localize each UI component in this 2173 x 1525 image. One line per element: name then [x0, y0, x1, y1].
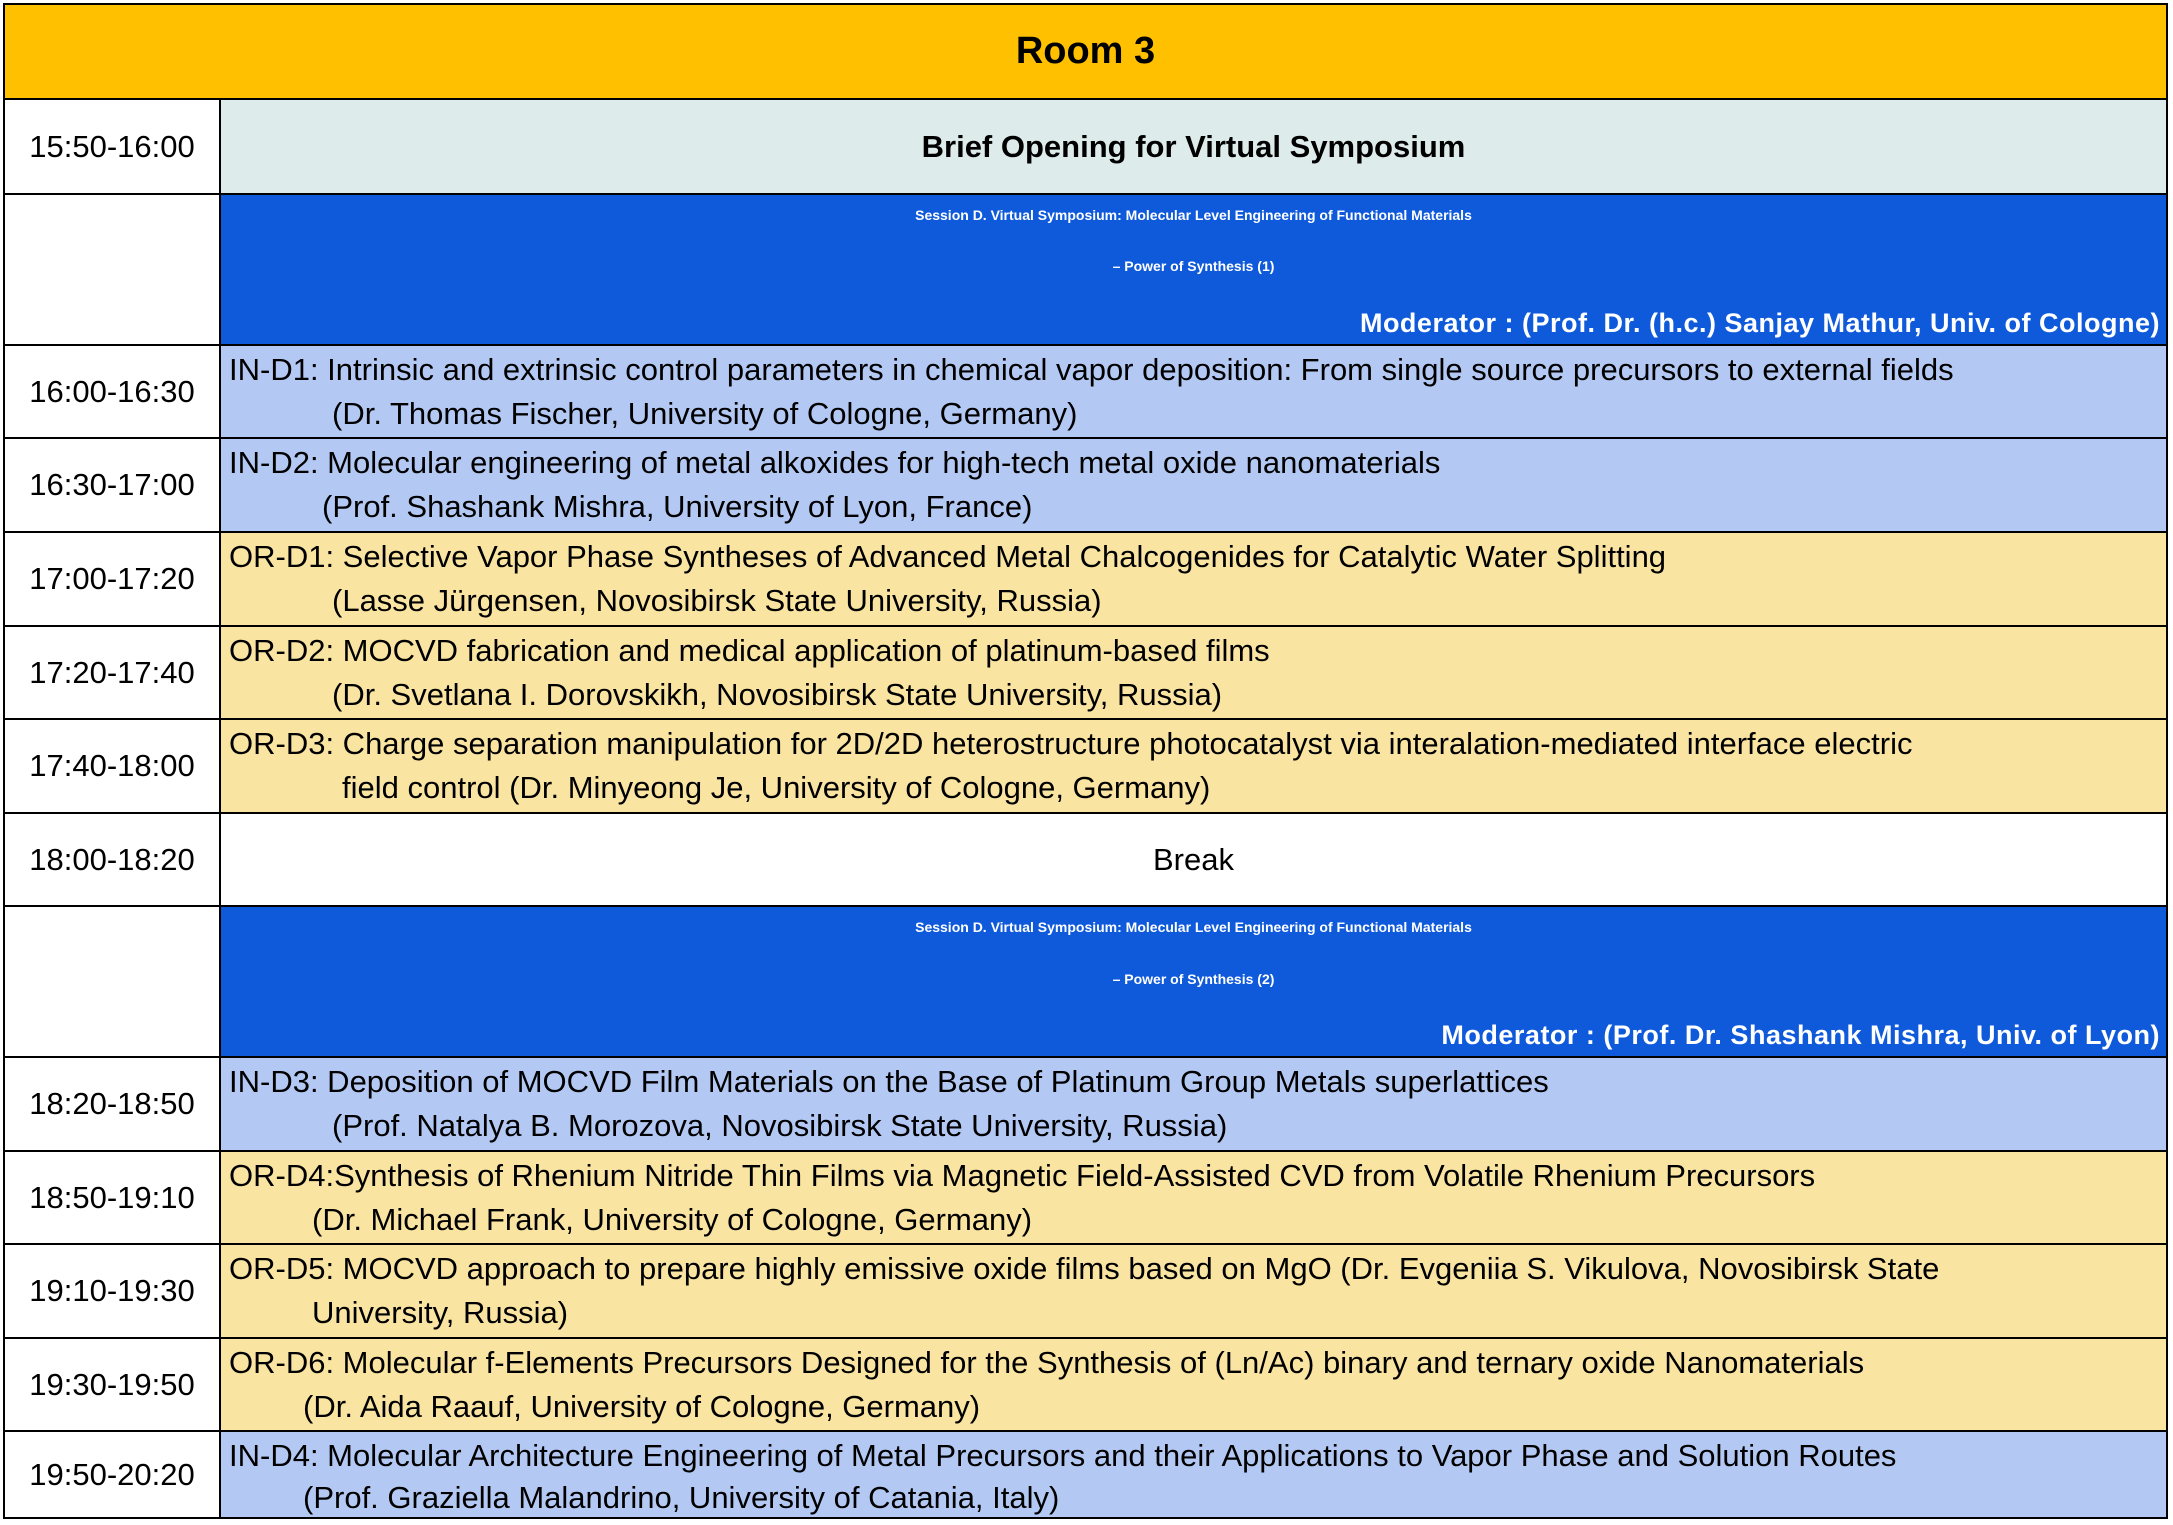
talk-title: IN-D2: Molecular engineering of metal alkoxides for high-tech metal oxide nanomaterials — [229, 445, 1441, 480]
talk-cell — [221, 1339, 2166, 1430]
talk-title: OR-D3: Charge separation manipulation for 2D/2D heterostructure photocatalyst via interalation-mediated interface electric — [229, 726, 1913, 761]
time-cell: 16:30-17:00 — [5, 439, 221, 531]
time-cell: 19:30-19:50 — [5, 1339, 221, 1430]
talk-row — [5, 533, 2166, 627]
talk-title: OR-D2: MOCVD fabrication and medical application of platinum-based films — [229, 633, 1270, 668]
talk-speaker: University, Russia) — [312, 1295, 569, 1330]
session-title-line1: Session D. Virtual Symposium: Molecular Level Engineering of Functional Materials — [915, 207, 1472, 223]
talk-cell — [221, 439, 2166, 531]
schedule-table — [3, 3, 2168, 1519]
talk-cell — [221, 1245, 2166, 1337]
talk-row — [5, 1339, 2166, 1432]
talk-speaker: (Dr. Thomas Fischer, University of Cologne, Germany) — [332, 396, 1078, 431]
talk-speaker: (Prof. Natalya B. Morozova, Novosibirsk State University, Russia) — [332, 1108, 1228, 1143]
opening-row — [5, 100, 2166, 195]
time-cell: 16:00-16:30 — [5, 346, 221, 437]
session-2-row — [5, 907, 2166, 1058]
talk-row — [5, 346, 2166, 439]
talk-row — [5, 627, 2166, 720]
time-cell: 18:50-19:10 — [5, 1152, 221, 1243]
break-label: Break — [221, 814, 2166, 905]
room-header — [5, 5, 2166, 100]
talk-cell — [221, 346, 2166, 437]
session-1-header — [221, 195, 2166, 344]
talk-row — [5, 1152, 2166, 1245]
talk-speaker: (Prof. Graziella Malandrino, University of Catania, Italy) — [303, 1480, 1060, 1515]
talk-title: OR-D5: MOCVD approach to prepare highly emissive oxide films based on MgO (Dr. Evgeniia S. Vikulova, Novosibirsk State — [229, 1251, 1940, 1286]
talk-cell — [221, 1058, 2166, 1150]
talk-title: IN-D1: Intrinsic and extrinsic control parameters in chemical vapor deposition: From single source precursors to external fields — [229, 352, 1954, 387]
talk-speaker: field control (Dr. Minyeong Je, University of Cologne, Germany) — [342, 770, 1211, 805]
time-cell: 18:20-18:50 — [5, 1058, 221, 1150]
talk-title: IN-D3: Deposition of MOCVD Film Materials on the Base of Platinum Group Metals superlattices — [229, 1064, 1549, 1099]
talk-row — [5, 1432, 2166, 1517]
opening-title: Brief Opening for Virtual Symposium — [221, 100, 2166, 193]
talk-row — [5, 1058, 2166, 1152]
session-moderator: Moderator : (Prof. Dr. (h.c.) Sanjay Mathur, Univ. of Cologne) — [1359, 308, 2160, 338]
talk-speaker: (Lasse Jürgensen, Novosibirsk State University, Russia) — [332, 583, 1102, 618]
session-2-header — [221, 907, 2166, 1056]
break-row — [5, 814, 2166, 907]
talk-title: OR-D1: Selective Vapor Phase Syntheses of Advanced Metal Chalcogenides for Catalytic Water Splitting — [229, 539, 1667, 574]
talk-speaker: (Prof. Shashank Mishra, University of Lyon, France) — [322, 489, 1033, 524]
talk-speaker: (Dr. Svetlana I. Dorovskikh, Novosibirsk State University, Russia) — [332, 677, 1223, 712]
session-1-row — [5, 195, 2166, 346]
time-cell: 18:00-18:20 — [5, 814, 221, 905]
session-title-line2: – Power of Synthesis (2) — [1112, 971, 1275, 987]
time-cell: 17:20-17:40 — [5, 627, 221, 718]
session-title-line2: – Power of Synthesis (1) — [1112, 258, 1275, 274]
talk-cell — [221, 720, 2166, 812]
session-title-line1: Session D. Virtual Symposium: Molecular Level Engineering of Functional Materials — [915, 919, 1472, 935]
time-cell — [5, 195, 221, 344]
talk-cell — [221, 627, 2166, 718]
talk-title: OR-D4:Synthesis of Rhenium Nitride Thin Films via Magnetic Field-Assisted CVD from Volatile Rhenium Precursors — [229, 1158, 1816, 1193]
room-title: Room 3 — [1015, 30, 1156, 72]
talk-cell — [221, 1152, 2166, 1243]
talk-cell — [221, 533, 2166, 625]
talk-speaker: (Dr. Michael Frank, University of Cologne, Germany) — [312, 1202, 1033, 1237]
talk-row — [5, 439, 2166, 533]
time-cell — [5, 907, 221, 1056]
time-cell: 19:50-20:20 — [5, 1432, 221, 1517]
talk-title: IN-D4: Molecular Architecture Engineering of Metal Precursors and their Applications to Vapor Phase and Solution Routes — [229, 1438, 1897, 1473]
time-cell: 19:10-19:30 — [5, 1245, 221, 1337]
talk-title: OR-D6: Molecular f-Elements Precursors Designed for the Synthesis of (Ln/Ac) binary and ternary oxide Nanomaterials — [229, 1345, 1865, 1380]
time-cell: 15:50-16:00 — [5, 100, 221, 193]
time-cell: 17:40-18:00 — [5, 720, 221, 812]
talk-row — [5, 1245, 2166, 1339]
talk-row — [5, 720, 2166, 814]
time-cell: 17:00-17:20 — [5, 533, 221, 625]
session-moderator: Moderator : (Prof. Dr. Shashank Mishra, Univ. of Lyon) — [1441, 1020, 2160, 1050]
talk-speaker: (Dr. Aida Raauf, University of Cologne, Germany) — [303, 1389, 981, 1424]
talk-cell — [221, 1432, 2166, 1517]
